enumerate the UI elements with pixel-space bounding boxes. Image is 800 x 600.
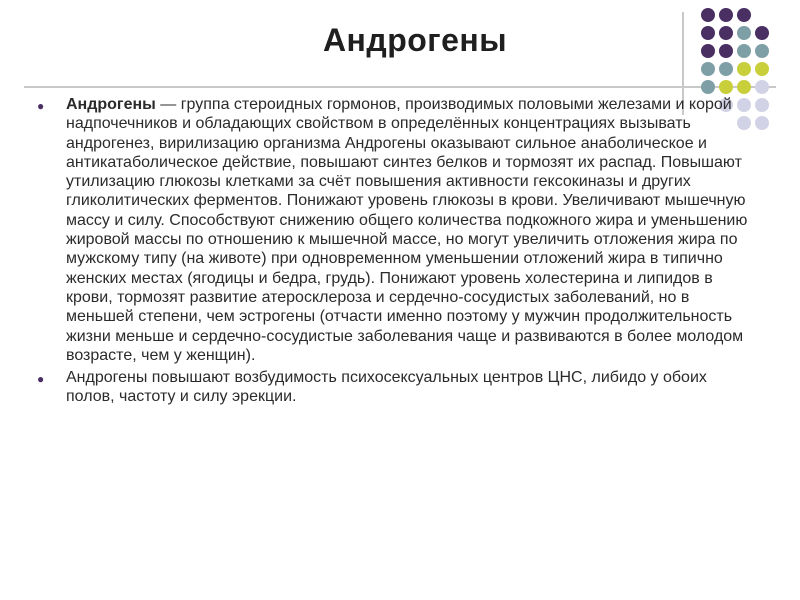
decor-dot xyxy=(755,80,769,94)
bullet-text: Андрогены повышают возбудимость психосексуальных центров ЦНС, либидо у обоих полов, частоту и силу эрекции. xyxy=(66,369,707,406)
decor-dot xyxy=(719,8,733,22)
decor-dot-empty xyxy=(755,8,769,22)
decor-dot xyxy=(719,80,733,94)
slide-title: Андрогены xyxy=(322,22,508,58)
decor-dot xyxy=(755,116,769,130)
decor-dot xyxy=(755,62,769,76)
bullet-icon: ● xyxy=(37,372,45,387)
decorative-horizontal-line xyxy=(24,86,776,88)
list-item xyxy=(34,95,750,365)
decor-dot xyxy=(737,62,751,76)
bullet-list xyxy=(34,95,750,410)
list-item xyxy=(34,368,750,407)
decor-dot xyxy=(719,62,733,76)
bullet-icon: ● xyxy=(37,99,45,113)
decor-dot xyxy=(701,62,715,76)
bullet-text: — группа стероидных гормонов, производимых половыми железами и корой надпочечников и обладающих свойством в определённых концентрациях вызывать андрогенез, вирилизацию организма Андрогены оказывают сильное анаболическое и антикатаболическое действие, повышают синтез белков и тормозят их распад. Повышают утилизацию глюкозы клетками за счёт повышения активности гексокиназы и других гликолитических ферментов. Понижают уровень глюкозы в крови. Увеличивают мышечную массу и силу. Способствуют снижению общего количества подкожного жира и уменьшению жировой массы по отношению к мышечной массе, но могут увеличить отложения жира по мужскому типу (на животе) при одновременном уменьшении отложений жира в типично женских местах (ягодицы и бедра, грудь). Понижают уровень холестерина и липидов в крови, тормозят развитие атеросклероза и сердечно-сосудистых заболеваний, но в меньшей степени, чем эстрогены (отчасти именно поэтому у мужчин продолжительность жизни меньше и сердечно-сосудистые заболевания чаще и развиваются в более молодом возрасте, чем у женщин). xyxy=(66,96,748,364)
decor-dot xyxy=(737,80,751,94)
decor-dot xyxy=(737,8,751,22)
decor-dot xyxy=(755,98,769,112)
decor-dot xyxy=(701,8,715,22)
bullet-term: Андрогены xyxy=(66,96,156,113)
decor-dot xyxy=(701,80,715,94)
